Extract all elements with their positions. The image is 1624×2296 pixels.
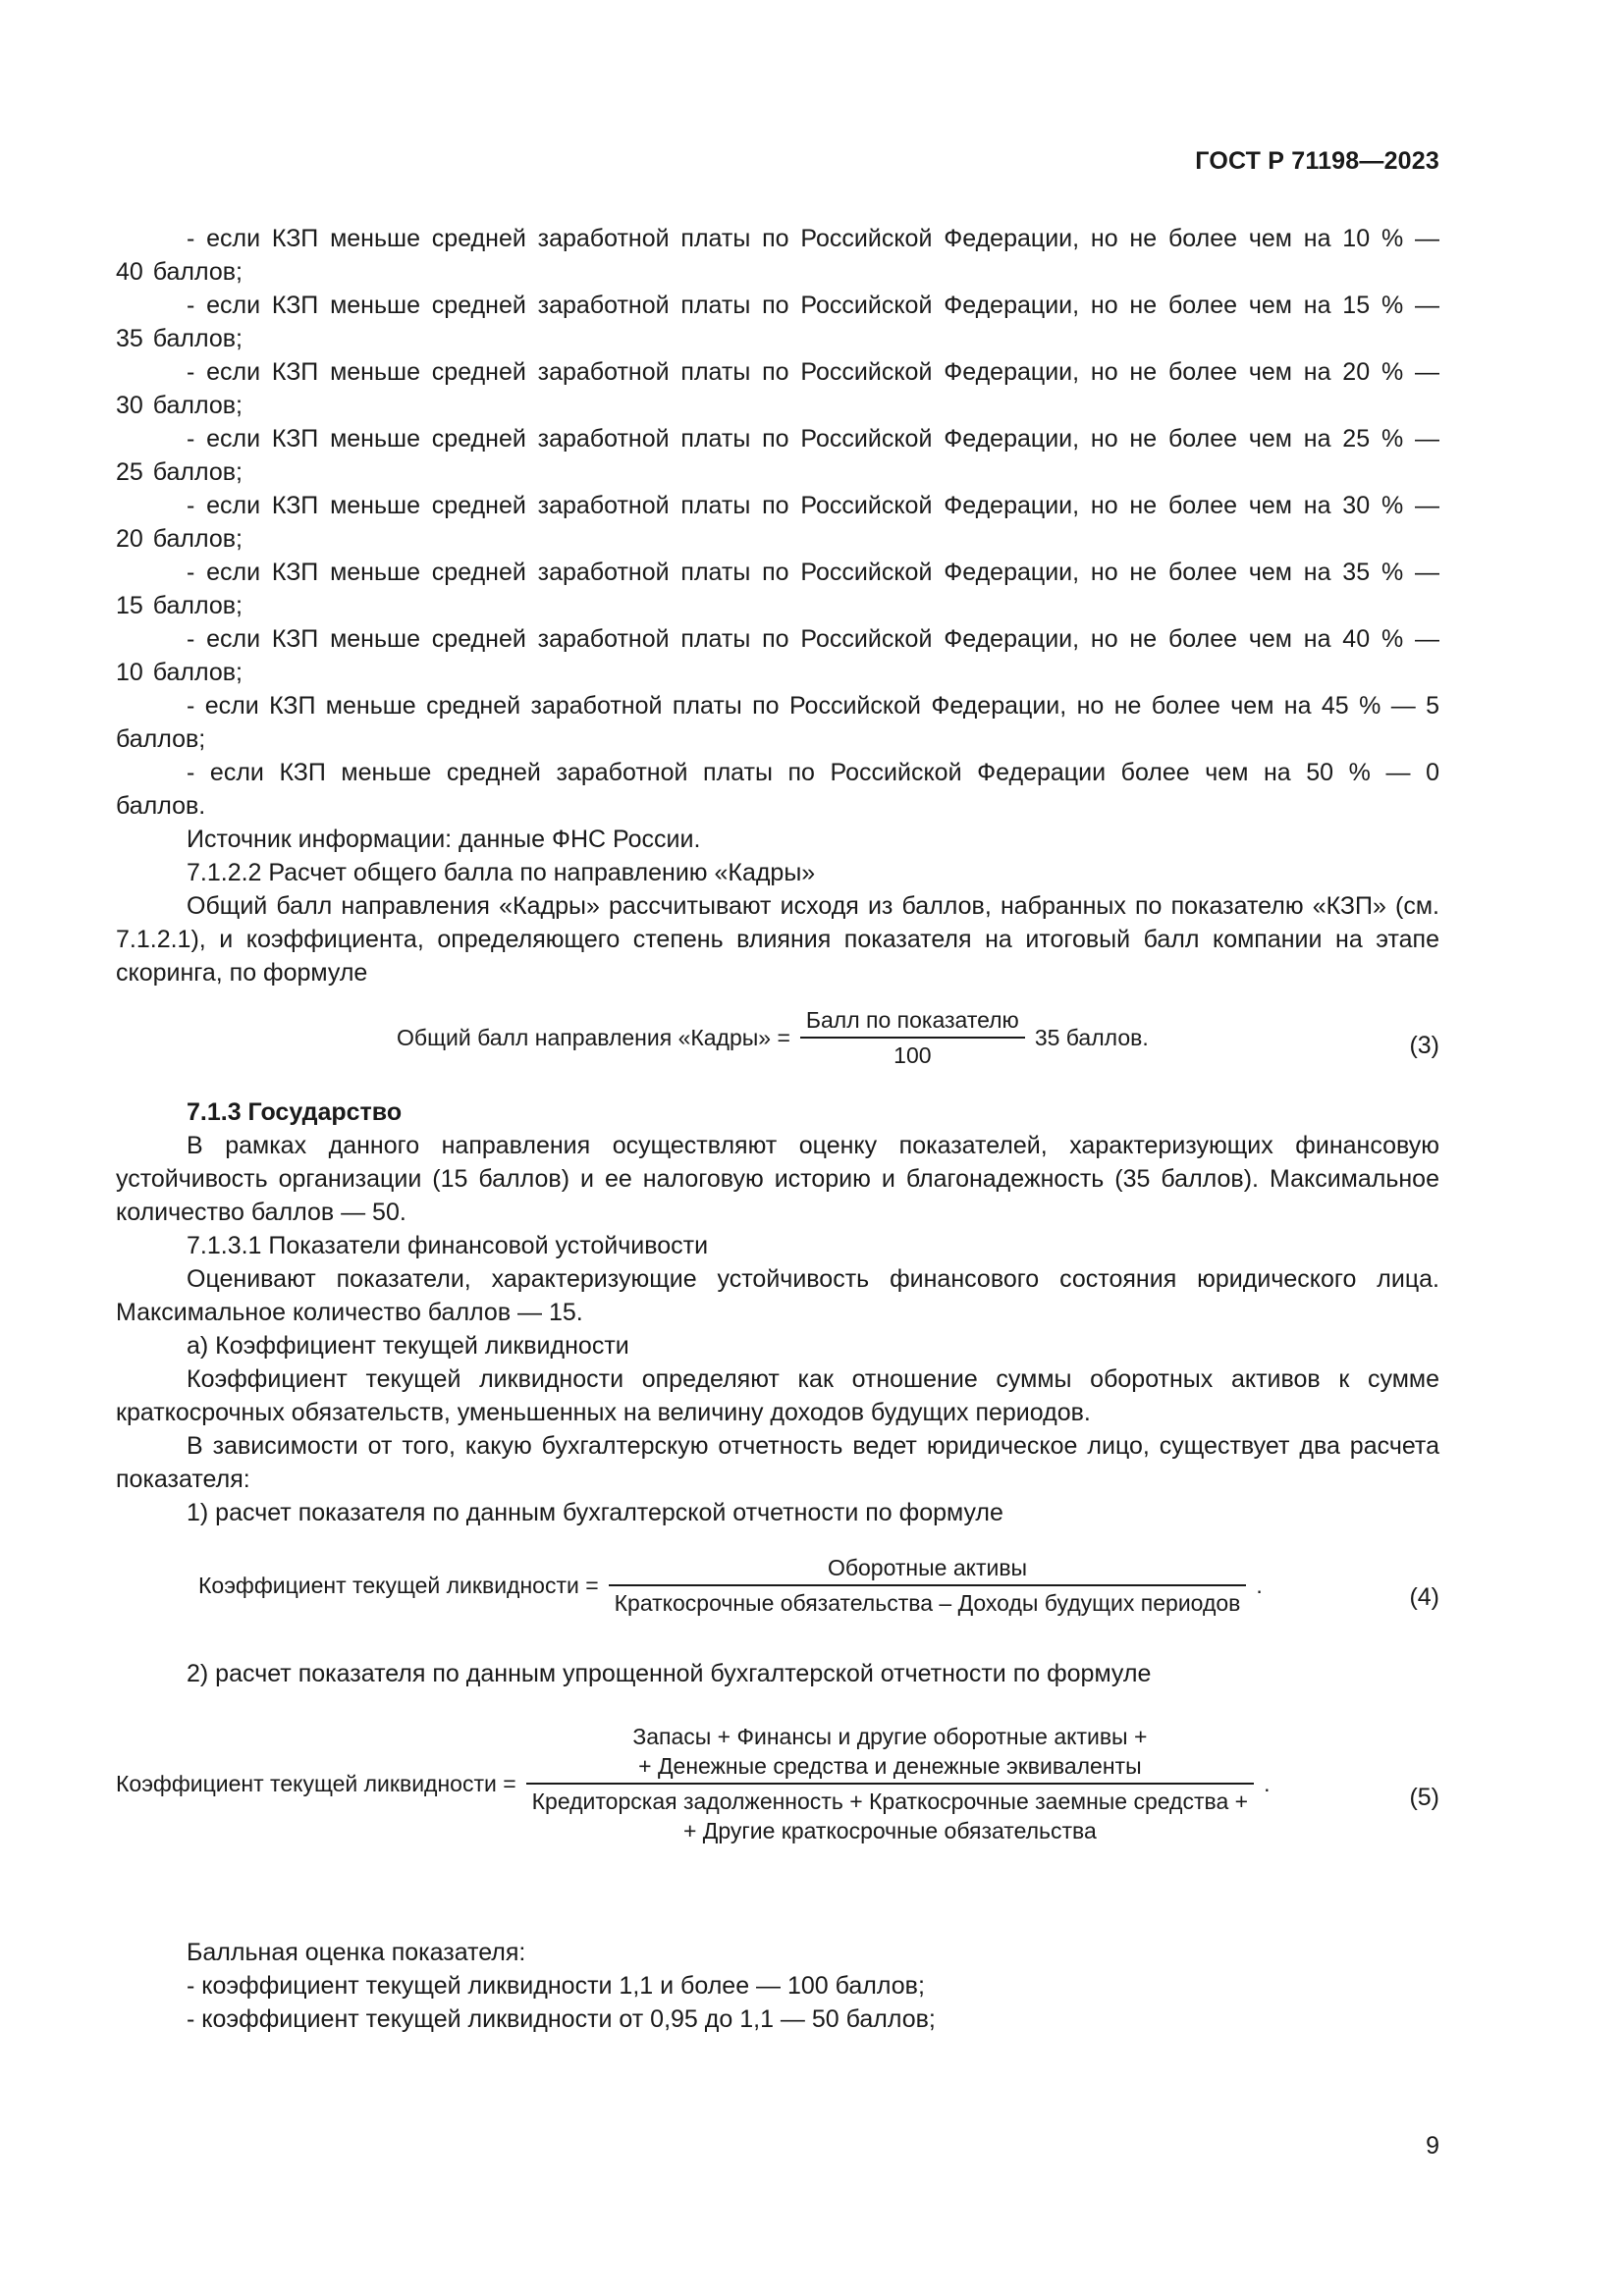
formula-4-number: (4) bbox=[1409, 1583, 1439, 1611]
formula-5-fraction bbox=[526, 1720, 1254, 1847]
formula-4-lhs: Коэффициент текущей ликвидности = bbox=[198, 1573, 599, 1598]
score-item: - коэффициент текущей ликвидности 1,1 и более — 100 баллов; bbox=[187, 1972, 925, 2000]
paragraph-7-1-3: В рамках данного направления осуществляют оценку показателей, характеризующих финансовую устойчивость организации (15 баллов) и ее налоговую историю и благонадежность (35 баллов). Максимальное количество баллов — 50. bbox=[116, 1132, 1439, 1226]
formula-3-fraction bbox=[800, 1003, 1025, 1072]
list-item: - если КЗП меньше средней заработной платы по Российской Федерации, но не более чем на 45 % — 5 баллов; bbox=[116, 692, 1439, 753]
list-item: - если КЗП меньше средней заработной платы по Российской Федерации, но не более чем на 40 % — 10 баллов; bbox=[116, 625, 1439, 686]
formula-3-number: (3) bbox=[1409, 1032, 1439, 1059]
calc-method-2: 2) расчет показателя по данным упрощенной бухгалтерской отчетности по формуле bbox=[187, 1660, 1152, 1687]
formula-5-period: . bbox=[1264, 1771, 1271, 1796]
subsection-title-7-1-2-2: 7.1.2.2 Расчет общего балла по направлению «Кадры» bbox=[187, 859, 816, 886]
formula-4-fraction bbox=[609, 1551, 1247, 1620]
paragraph-7-1-3-1: Оценивают показатели, характеризующие устойчивость финансового состояния юридического лица. Максимальное количество баллов — 15. bbox=[116, 1265, 1439, 1326]
document-code-header: ГОСТ Р 71198—2023 bbox=[1195, 147, 1439, 175]
item-a-paragraph: Коэффициент текущей ликвидности определяют как отношение суммы оборотных активов к сумме краткосрочных обязательств, уменьшенных на величину доходов будущих периодов. bbox=[116, 1365, 1439, 1426]
formula-3-numerator: Балл по показателю bbox=[805, 1007, 1019, 1033]
formula-4 bbox=[116, 1551, 1439, 1645]
list-item: - если КЗП меньше средней заработной платы по Российской Федерации, но не более чем на 10 % — 40 баллов; bbox=[116, 225, 1439, 286]
formula-5-denominator-line-2: + Другие краткосрочные обязательства bbox=[682, 1818, 1097, 1843]
page-content bbox=[116, 222, 1439, 2036]
list-item: - если КЗП меньше средней заработной платы по Российской Федерации, но не более чем на 25 % — 25 баллов; bbox=[116, 425, 1439, 486]
formula-5-denominator bbox=[526, 1785, 1254, 1847]
item-a-paragraph-2: В зависимости от того, какую бухгалтерскую отчетность ведет юридическое лицо, существует два расчета показателя: bbox=[116, 1432, 1439, 1493]
formula-5-number: (5) bbox=[1409, 1784, 1439, 1811]
formula-5-numerator-line-2: + Денежные средства и денежные эквиваленты bbox=[638, 1753, 1142, 1779]
calc-method-1: 1) расчет показателя по данным бухгалтерской отчетности по формуле bbox=[187, 1499, 1003, 1526]
formula-5-numerator bbox=[626, 1720, 1153, 1783]
list-item: - если КЗП меньше средней заработной платы по Российской Федерации, но не более чем на 30 % — 20 баллов; bbox=[116, 492, 1439, 553]
salary-criteria-list bbox=[116, 222, 1439, 823]
formula-5-numerator-line-1: Запасы + Финансы и другие оборотные активы + bbox=[632, 1724, 1148, 1749]
formula-5 bbox=[116, 1720, 1439, 1902]
formula-3-lhs: Общий балл направления «Кадры» = bbox=[397, 1025, 790, 1050]
item-a-title: а) Коэффициент текущей ликвидности bbox=[187, 1332, 629, 1360]
formula-3 bbox=[116, 1003, 1439, 1090]
formula-5-lhs: Коэффициент текущей ликвидности = bbox=[116, 1771, 516, 1796]
page-number: 9 bbox=[1426, 2132, 1439, 2160]
score-item: - коэффициент текущей ликвидности от 0,95 до 1,1 — 50 баллов; bbox=[187, 2005, 936, 2033]
source-info: Источник информации: данные ФНС России. bbox=[187, 826, 701, 853]
formula-4-numerator: Оборотные активы bbox=[827, 1555, 1028, 1580]
formula-5-denominator-line-1: Кредиторская задолженность + Краткосрочные заемные средства + bbox=[531, 1789, 1249, 1814]
formula-4-period: . bbox=[1256, 1573, 1263, 1598]
score-title: Балльная оценка показателя: bbox=[187, 1939, 526, 1966]
paragraph-7-1-2-2: Общий балл направления «Кадры» рассчитывают исходя из баллов, набранных по показателю «КЗП» (см. 7.1.2.1), и коэффициента, определяющего степень влияния показателя на итоговый балл компании на этапе скоринга, по формуле bbox=[116, 892, 1439, 987]
section-title-7-1-3: 7.1.3 Государство bbox=[187, 1098, 403, 1126]
formula-3-denominator: 100 bbox=[893, 1042, 932, 1068]
list-item: - если КЗП меньше средней заработной платы по Российской Федерации, но не более чем на 15 % — 35 баллов; bbox=[116, 292, 1439, 352]
list-item: - если КЗП меньше средней заработной платы по Российской Федерации более чем на 50 % — 0 баллов. bbox=[116, 759, 1439, 820]
formula-3-rhs: 35 баллов. bbox=[1034, 1025, 1149, 1050]
formula-4-denominator: Краткосрочные обязательства – Доходы будущих периодов bbox=[614, 1590, 1241, 1616]
list-item: - если КЗП меньше средней заработной платы по Российской Федерации, но не более чем на 35 % — 15 баллов; bbox=[116, 559, 1439, 619]
subsection-title-7-1-3-1: 7.1.3.1 Показатели финансовой устойчивости bbox=[187, 1232, 709, 1259]
list-item: - если КЗП меньше средней заработной платы по Российской Федерации, но не более чем на 20 % — 30 баллов; bbox=[116, 358, 1439, 419]
